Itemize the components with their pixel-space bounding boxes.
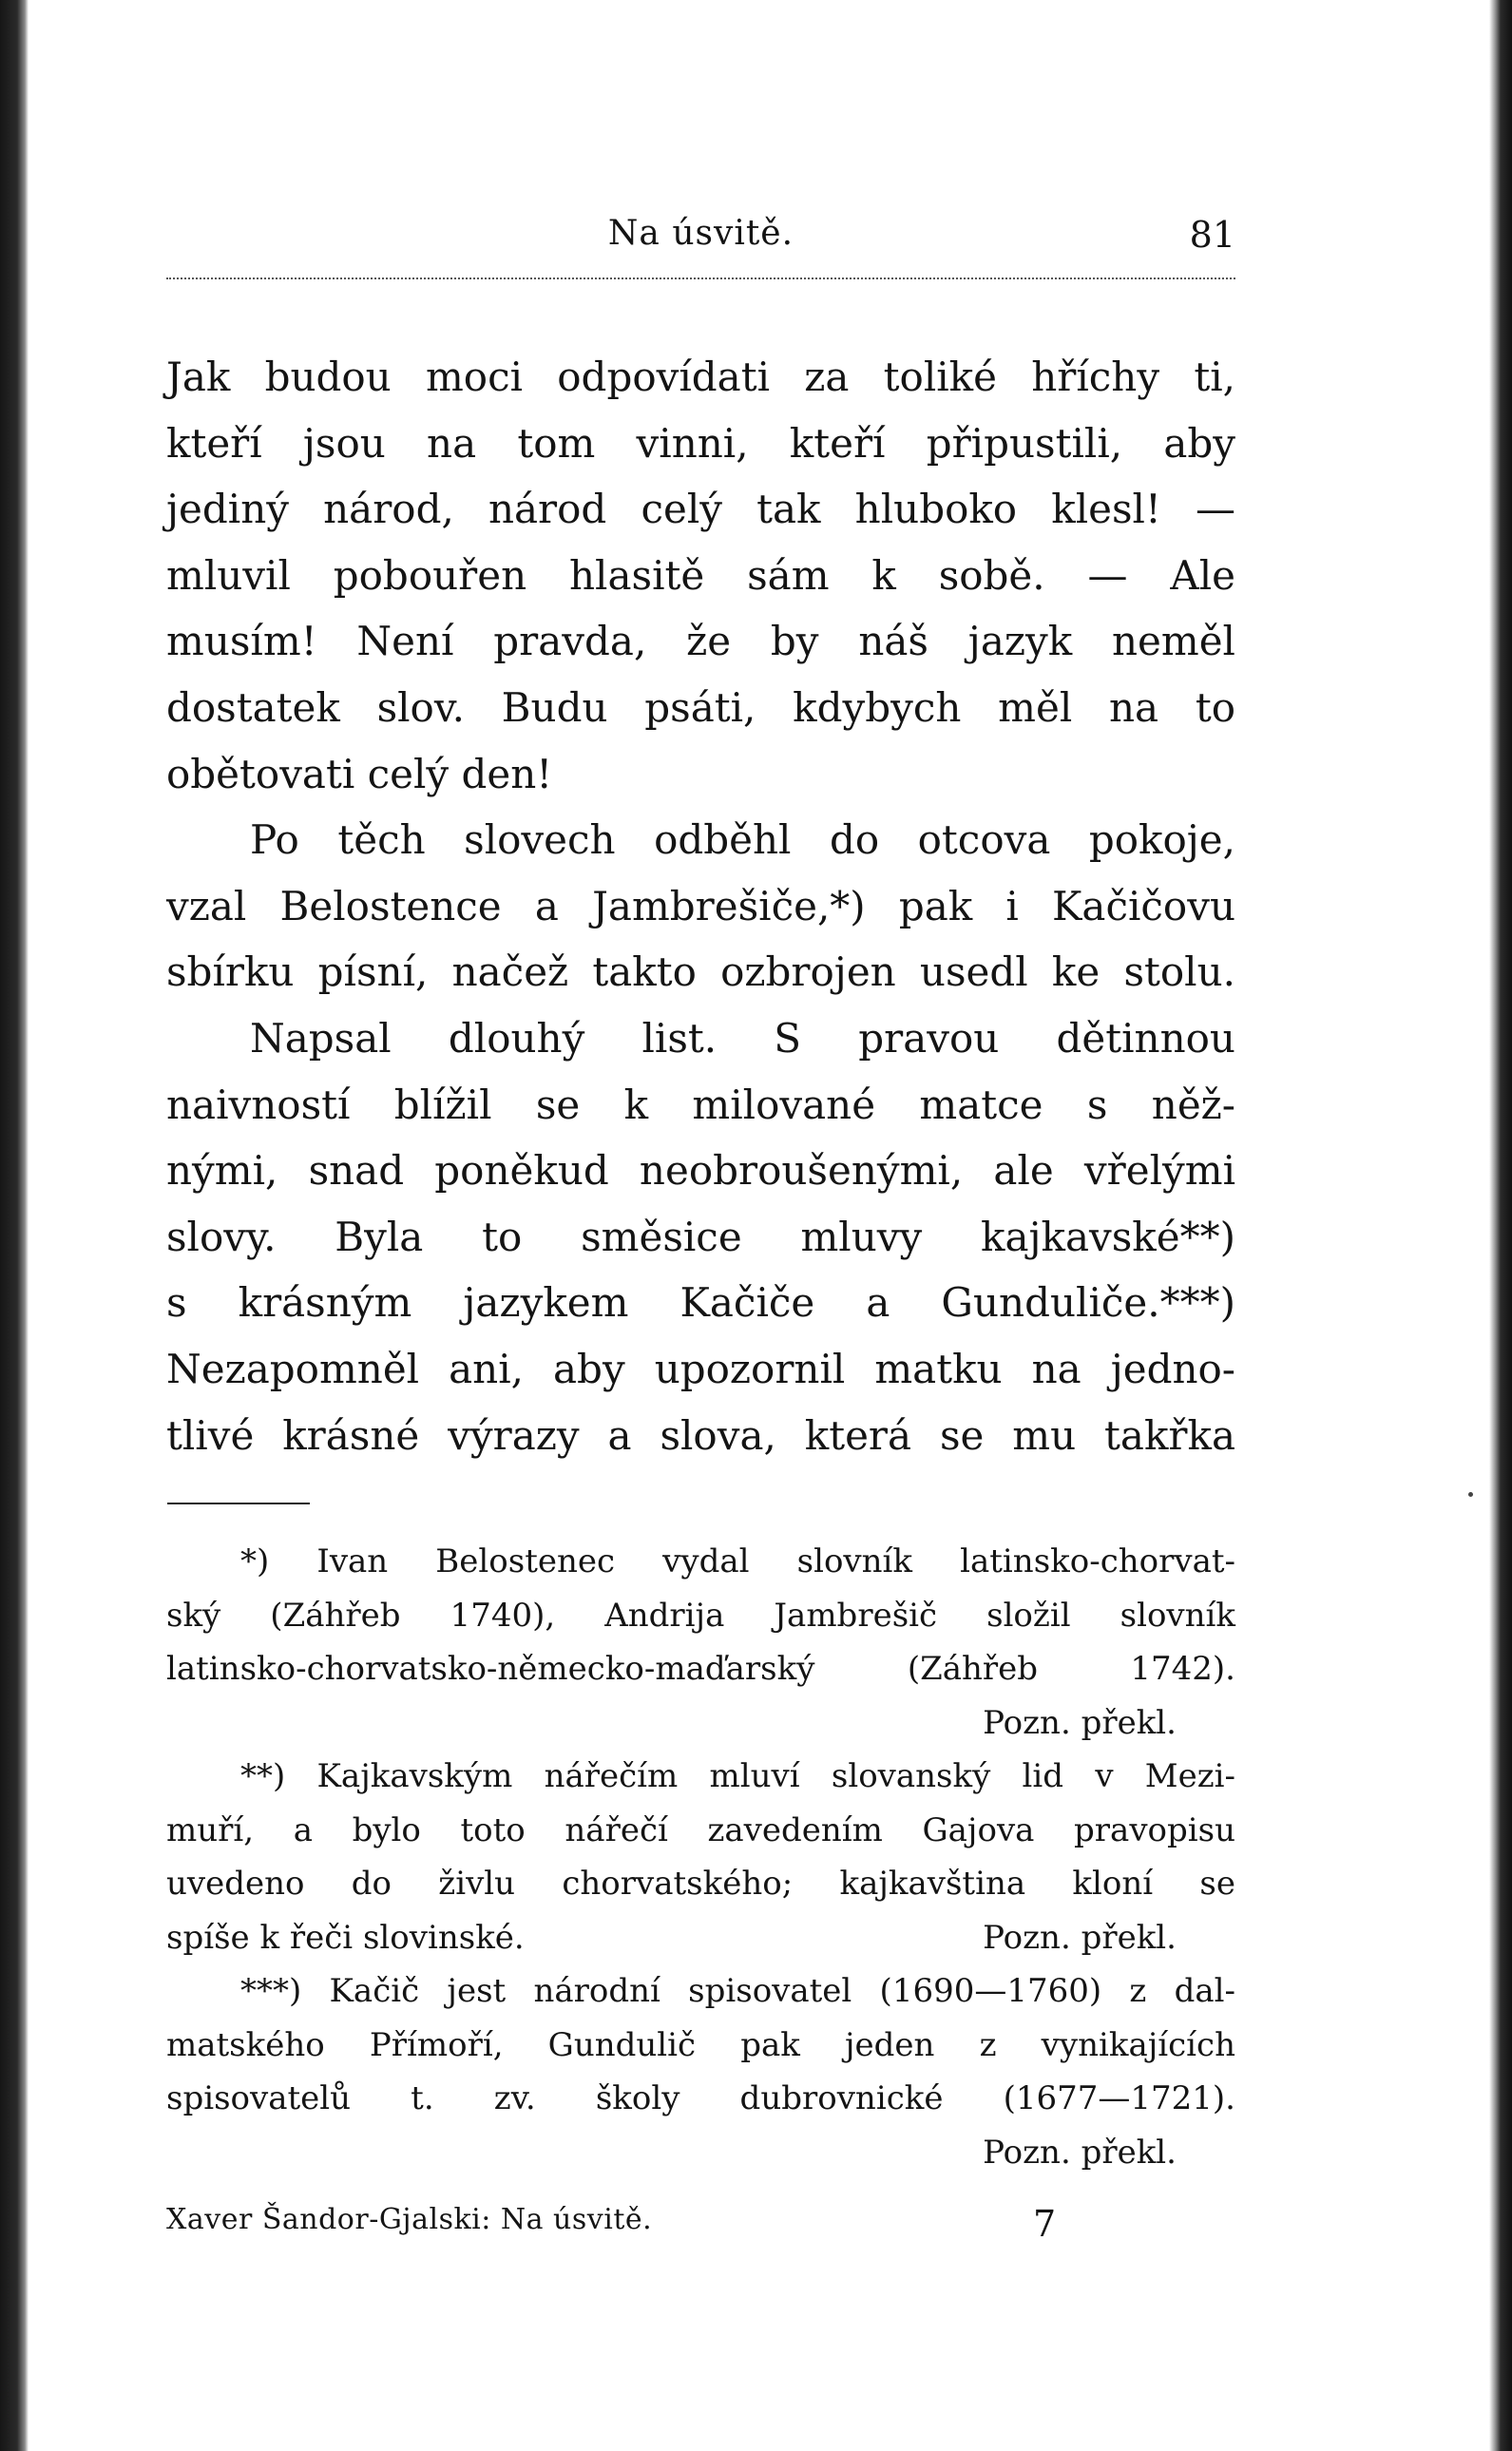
footnote-line: *) Ivan Belostenec vydal slovník latinsko-chorvat-: [240, 1542, 1235, 1580]
signature-mark: 7: [1033, 2203, 1057, 2245]
body-line: s krásným jazykem Kačiče a Gunduliče.***): [166, 1279, 1235, 1327]
body-line: dostatek slov. Budu psáti, kdybych měl na to: [166, 683, 1235, 731]
footnote-translator-note: Pozn. překl.: [983, 2133, 1177, 2172]
footnote-line: ***) Kačič jest národní spisovatel (1690—1760) z dal-: [240, 1972, 1235, 2010]
footnote-line: latinsko-chorvatsko-německo-maďarský (Záhřeb 1742).: [166, 1650, 1235, 1688]
body-line: Nezapomněl ani, aby upozornil matku na jedno-: [166, 1345, 1235, 1392]
scan-edge-right: [1489, 0, 1512, 2451]
footnote-text: spíše k řeči slovinské.: [166, 1918, 525, 1957]
page-number: 81: [1189, 214, 1235, 256]
running-title: Na úsvitě.: [607, 214, 794, 253]
footnote-line: muří, a bylo toto nářečí zavedením Gajova pravopisu: [166, 1810, 1235, 1849]
footnote-line: uvedeno do živlu chorvatského; kajkavština kloní se: [166, 1865, 1235, 1903]
body-line: obětovati celý den!: [166, 750, 553, 797]
footnote-line-with-note: [166, 1911, 1235, 1965]
body-line: musím! Není pravda, že by náš jazyk neměl: [166, 618, 1235, 665]
footer-author-title: Xaver Šandor-Gjalski: Na úsvitě.: [166, 2203, 653, 2236]
body-line: kteří jsou na tom vinni, kteří připustili, aby: [166, 419, 1235, 467]
body-line: tlivé krásné výrazy a slova, která se mu takřka: [166, 1411, 1235, 1459]
body-line: vzal Belostence a Jambrešiče,*) pak i Kačičovu: [166, 882, 1235, 929]
body-line: Jak budou moci odpovídati za toliké hříchy ti,: [166, 354, 1235, 400]
body-line: naivností blížil se k milované matce s něž-: [166, 1081, 1235, 1128]
footnote-rule: [167, 1503, 310, 1504]
scan-speck: [1468, 1492, 1473, 1497]
footnote-line: ský (Záhřeb 1740), Andrija Jambrešič složil slovník: [166, 1596, 1235, 1635]
body-line: sbírku písní, načež takto ozbrojen usedl ke stolu.: [166, 948, 1235, 996]
footnote-line: spisovatelů t. zv. školy dubrovnické (1677—1721).: [166, 2079, 1235, 2117]
page-footer: [166, 2203, 1235, 2250]
paragraph-start: Napsal dlouhý list. S pravou dětinnou: [250, 1014, 1235, 1062]
footnotes: [166, 1535, 1235, 2179]
body-text: [166, 344, 1235, 1468]
body-line: jediný národ, národ celý tak hluboko klesl! —: [166, 486, 1235, 533]
footnote-line: matského Přímoří, Gundulič pak jeden z vynikajících: [166, 2025, 1235, 2064]
scan-edge-left: [0, 0, 29, 2451]
body-line: nými, snad poněkud neobroušenými, ale vřelými: [166, 1147, 1235, 1195]
body-line: slovy. Byla to směsice mluvy kajkavské**): [166, 1213, 1235, 1260]
footnote-translator-note: Pozn. překl.: [983, 1918, 1177, 1957]
header-rule: [166, 278, 1235, 279]
paragraph-start: Po těch slovech odběhl do otcova pokoje,: [250, 816, 1235, 864]
footnote-translator-note: Pozn. překl.: [983, 1703, 1177, 1742]
footnote-line: **) Kajkavským nářečím mluví slovanský lid v Mezi-: [240, 1757, 1235, 1795]
book-page: [166, 0, 1235, 2451]
body-line: mluvil pobouřen hlasitě sám k sobě. — Ale: [166, 551, 1235, 599]
running-head: [166, 214, 1235, 261]
